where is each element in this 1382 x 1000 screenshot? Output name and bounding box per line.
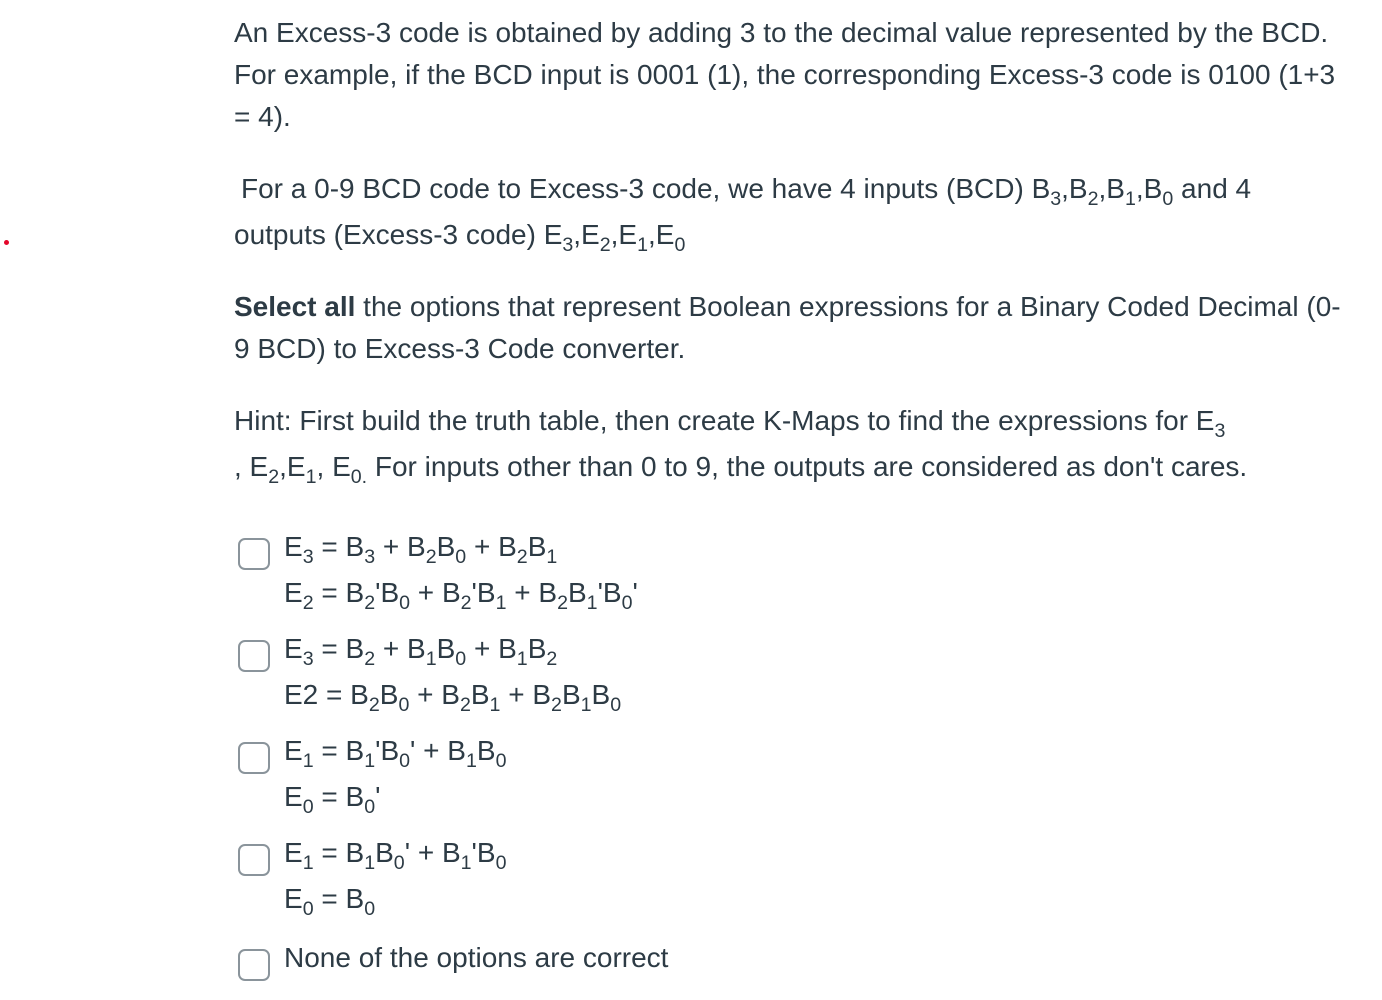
question-io-description: For a 0-9 BCD code to Excess-3 code, we have 4 inputs (BCD) $B_3,B_2,B_1,B_0$ and 4 outputs (Excess-3 code) $E_3,E_2,E_1,E_0$ [234,173,1252,256]
option-checkbox[interactable] [238,640,270,672]
option-checkbox[interactable] [238,538,270,570]
option-expression-line: $E_3 = B_3 + B_2B_0 + B_2B_1$ [284,531,558,568]
option-expression-line: $E_1 = B_1B_0' + B_1'B_0$ [284,837,507,874]
option-checkbox[interactable] [238,742,270,774]
option-expression-line: $E_2 = B_2'B_0 + B_2'B_1 + B_2B_1'B_0'$ [284,577,638,614]
question-intro: An Excess-3 code is obtained by adding 3 to the decimal value represented by the BCD. For example, if the BCD input is 0001 (1), the corresponding Excess-3 code is 0100 (1+3 = 4). [234,17,1336,132]
question-hint: Hint: First build the truth table, then create K-Maps to find the expressions for $E_3$ , $E_2,E_1$, $E_{0.}$ For inputs other than 0 to 9, the outputs are considered as don't cares. [234,405,1248,488]
option-expression-line: $E_0 = B_0$ [284,883,376,920]
option-expression-line: $E_3 = B_2 + B_1B_0 + B_1B_2$ [284,633,558,670]
option-expression-line: $E_0 = B_0'$ [284,781,381,818]
question-body [234,12,1344,490]
option-checkbox[interactable] [238,949,270,981]
option-expression-line: None of the options are correct [284,942,669,973]
option-expression-line: $E_1 = B_1'B_0' + B_1B_0$ [284,735,507,772]
option-checkbox[interactable] [238,844,270,876]
question-instruction: Select all the options that represent Boolean expressions for a Binary Coded Decimal (0-9 BCD) to Excess-3 Code converter. [234,291,1341,364]
required-marker [4,240,9,245]
option-expression-line: $E2 = B_2B_0 + B_2B_1 + B_2B_1B_0$ [284,679,622,716]
